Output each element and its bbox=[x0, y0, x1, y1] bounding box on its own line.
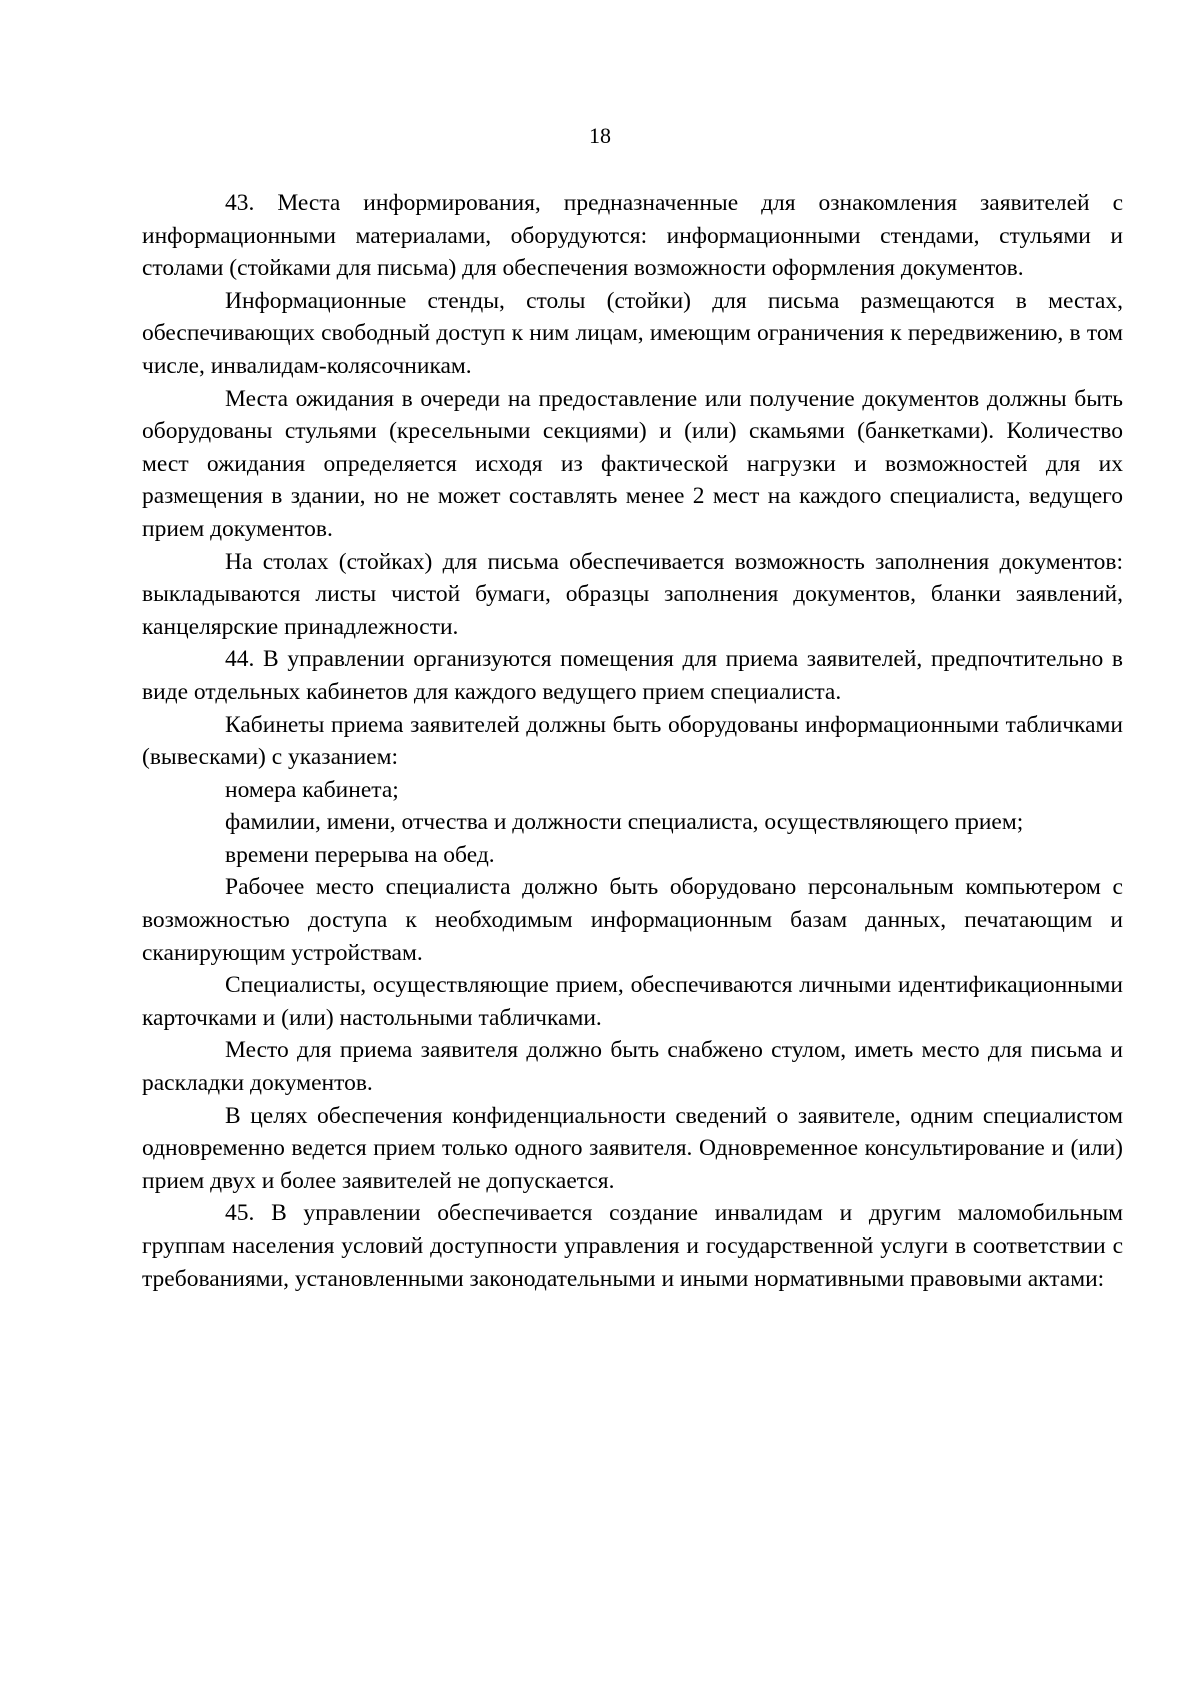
paragraph-waiting-places: Места ожидания в очереди на предоставление или получение документов должны быть оборудованы стульями (кресельными секциями) и (или) скамьями (банкетками). Количество мест ожидания определяется исходя из фактической нагрузки и возможностей для их размещения в здании, но не может составлять менее 2 мест на каждого специалиста, ведущего прием документов. bbox=[142, 385, 1123, 542]
paragraph-43-information-places: 43. Места информирования, предназначенные для ознакомления заявителей с информационными материалами, оборудуются: информационными стендами, стульями и столами (стойками для письма) для обеспечения возможности оформления документов. bbox=[142, 190, 1123, 282]
paragraph-workplace: Рабочее место специалиста должно быть оборудовано персональным компьютером с возможностью доступа к необходимым информационным базам данных, печатающим и сканирующим устройствам. bbox=[142, 874, 1123, 966]
paragraph-applicant-place: Место для приема заявителя должно быть снабжено стулом, иметь место для письма и раскладки документов. bbox=[142, 1037, 1123, 1097]
list-item-lunch-break: времени перерыва на обед. bbox=[225, 841, 495, 868]
paragraph-information-stands: Информационные стенды, столы (стойки) для письма размещаются в местах, обеспечивающих свободный доступ к ним лицам, имеющим ограничения к передвижению, в том числе, инвалидам-колясочникам. bbox=[142, 287, 1123, 379]
list-item-specialist-name: фамилии, имени, отчества и должности специалиста, осуществляющего прием; bbox=[225, 809, 1024, 836]
paragraph-confidentiality: В целях обеспечения конфиденциальности сведений о заявителе, одним специалистом одновременно ведется прием только одного заявителя. Одновременное консультирование и (или) прием двух и более заявителей не допускается. bbox=[142, 1102, 1123, 1194]
paragraph-45-accessibility: 45. В управлении обеспечивается создание инвалидам и другим маломобильным группам населения условий доступности управления и государственной услуги в соответствии с требованиями, установленными законодательными и иными нормативными правовыми актами: bbox=[142, 1200, 1123, 1292]
paragraph-id-cards: Специалисты, осуществляющие прием, обеспечиваются личными идентификационными карточками и (или) настольными табличками. bbox=[142, 972, 1123, 1031]
paragraph-room-signs: Кабинеты приема заявителей должны быть оборудованы информационными табличками (вывесками) с указанием: bbox=[142, 711, 1123, 771]
paragraph-44-reception-rooms: 44. В управлении организуются помещения для приема заявителей, предпочтительно в виде отдельных кабинетов для каждого ведущего прием специалиста. bbox=[142, 646, 1123, 705]
paragraph-writing-tables: На столах (стойках) для письма обеспечивается возможность заполнения документов: выкладываются листы чистой бумаги, образцы заполнения документов, бланки заявлений, канцелярские принадлежности. bbox=[142, 548, 1123, 640]
page-number: 18 bbox=[589, 123, 611, 148]
list-item-room-number: номера кабинета; bbox=[225, 776, 399, 803]
document-body bbox=[142, 187, 1123, 1295]
